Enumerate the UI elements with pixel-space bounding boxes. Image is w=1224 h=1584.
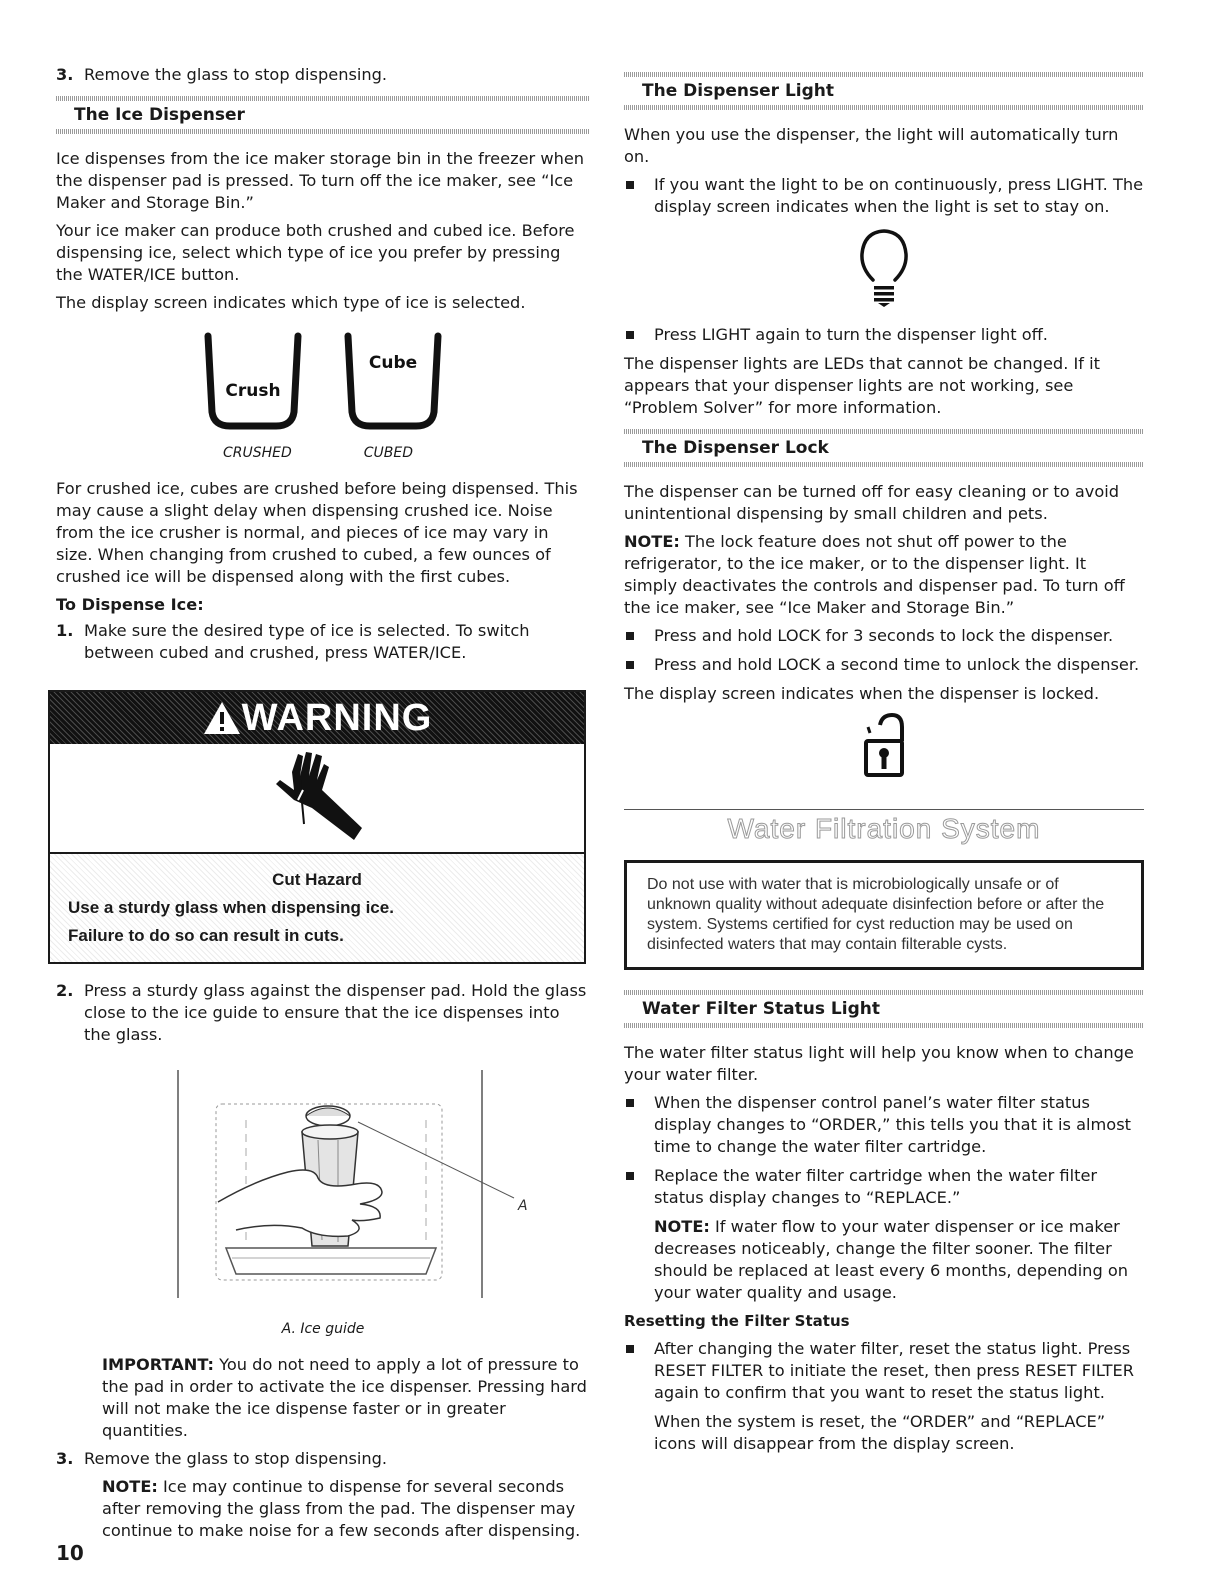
section-header-filter-status — [624, 990, 1144, 1028]
hand-cut-icon — [262, 750, 372, 846]
warning-line-1: Use a sturdy glass when dispensing ice. — [68, 898, 394, 917]
paragraph: The display screen indicates which type of ice is selected. — [56, 293, 526, 312]
list-item: After changing the water filter, reset the status light. Press RESET FILTER to initiate the reset, then press RESET FILTER again to confirm that you want to reset the status light. — [624, 1338, 1144, 1404]
right-column — [624, 64, 1144, 1461]
paragraph: The dispenser lights are LEDs that cannot be changed. If it appears that your dispenser lights are not working, see “Problem Solver” for more information. — [624, 354, 1100, 417]
ice-guide-figure — [56, 1060, 590, 1310]
page-number: 10 — [56, 1541, 84, 1565]
crush-label: Crush — [225, 381, 281, 401]
unlock-icon — [860, 711, 908, 781]
warning-title: WARNING — [241, 697, 433, 739]
list-item: Press and hold LOCK for 3 seconds to lock the dispenser. — [624, 625, 1144, 647]
list-item: If you want the light to be on continuously, press LIGHT. The display screen indicates when the light is set to stay on. — [624, 174, 1144, 218]
list-item: Replace the water filter cartridge when the water filter status display changes to “REPLACE.” — [624, 1165, 1144, 1209]
warning-triangle-icon — [202, 700, 242, 736]
note-step-3: NOTE: Ice may continue to dispense for several seconds after removing the glass from the pad. The dispenser may continue to make noise for a few seconds after dispensing. — [102, 1477, 581, 1540]
filter-bullets — [624, 1092, 1144, 1209]
water-filtration-notice: Do not use with water that is microbiologically unsafe or of unknown quality without adequate disinfection before or after the system. Systems certified for cyst reduction may be used on disinfected waters that may contain filterable cysts. — [624, 860, 1144, 970]
list-item: Press and hold LOCK a second time to unlock the dispenser. — [624, 654, 1144, 676]
warning-banner — [50, 692, 584, 744]
step-3: 3. Remove the glass to stop dispensing. — [56, 1449, 388, 1468]
section-header-dispenser-light — [624, 72, 1144, 110]
light-bulb-icon — [859, 228, 909, 308]
section-title: Water Filter Status Light — [642, 999, 880, 1019]
ice-type-captions — [56, 442, 590, 464]
light-bullets-2 — [624, 324, 1144, 346]
paragraph: For crushed ice, cubes are crushed before being dispensed. This may cause a slight delay when dispensing crushed ice. Noise from the ice crusher is normal, and pieces of ice may vary in size. When changing from crushed to cubed, a few ounces of crushed ice will be dispensed along with the first cubes. — [56, 479, 578, 586]
section-title: The Dispenser Light — [642, 81, 835, 101]
ice-type-icons — [56, 328, 590, 438]
section-header-ice-dispenser — [56, 96, 590, 134]
lock-icon-wrap — [624, 711, 1144, 787]
light-icon-wrap — [624, 228, 1144, 314]
figure-caption: A. Ice guide — [281, 1321, 365, 1337]
reset-bullets — [624, 1338, 1144, 1404]
paragraph: Your ice maker can produce both crushed and cubed ice. Before dispensing ice, select which type of ice you prefer by pressing the WATER/ICE button. — [56, 221, 575, 284]
crushed-cup-icon — [198, 328, 308, 438]
section-title: The Ice Dispenser — [74, 105, 245, 125]
paragraph: Ice dispenses from the ice maker storage bin in the freezer when the dispenser pad is pressed. To turn off the ice maker, see “Ice Maker and Storage Bin.” — [56, 149, 585, 212]
important-note: IMPORTANT: You do not need to apply a lot of pressure to the pad in order to activate the ice dispenser. Pressing hard will not make the ice dispense faster or in greater quantities. — [102, 1355, 587, 1440]
step-3-top: 3. Remove the glass to stop dispensing. — [56, 65, 388, 84]
divider — [624, 809, 1144, 810]
cubed-cup-icon — [338, 328, 448, 438]
step-2: 2. Press a sturdy glass against the dispenser pad. Hold the glass close to the ice guide to ensure that the ice dispenses into the glass. — [56, 981, 587, 1044]
warning-line-2: Failure to do so can result in cuts. — [68, 926, 344, 945]
reset-heading: Resetting the Filter Status — [624, 1312, 850, 1330]
section-title: The Dispenser Lock — [642, 438, 829, 458]
light-bullets — [624, 174, 1144, 218]
paragraph: The display screen indicates when the dispenser is locked. — [624, 684, 1100, 703]
cut-hazard-graphic — [50, 744, 584, 854]
caption-cubed: CUBED — [363, 445, 414, 461]
lock-note: NOTE: The lock feature does not shut off power to the refrigerator, to the ice maker, or to the dispenser light. It simply deactivates the controls and dispenser pad. To turn off the ice maker, see “Ice Maker and Storage Bin.” — [624, 532, 1125, 617]
dispenser-illustration — [56, 1060, 590, 1310]
hazard-label: Cut Hazard — [272, 870, 362, 889]
caption-crushed: CRUSHED — [222, 445, 292, 461]
left-column — [56, 64, 590, 1548]
paragraph: The water filter status light will help you know when to change your water filter. — [624, 1043, 1134, 1084]
cube-label: Cube — [368, 353, 418, 373]
list-item: When the dispenser control panel’s water filter status display changes to “ORDER,” this tells you that it is almost time to change the water filter cartridge. — [624, 1092, 1144, 1158]
list-item: Press LIGHT again to turn the dispenser light off. — [624, 324, 1144, 346]
to-dispense-heading: To Dispense Ice: — [56, 595, 204, 614]
lock-bullets — [624, 625, 1144, 676]
warning-text — [50, 854, 584, 962]
section-header-dispenser-lock — [624, 429, 1144, 467]
water-filtration-title: Water Filtration System — [727, 813, 1041, 844]
warning-box — [48, 690, 586, 964]
callout-a: A — [518, 1198, 528, 1214]
filter-note: NOTE: If water flow to your water dispenser or ice maker decreases noticeably, change the filter sooner. The filter should be replaced at least every 6 months, depending on your water quality and usage. — [654, 1217, 1129, 1302]
paragraph: When you use the dispenser, the light will automatically turn on. — [624, 125, 1119, 166]
paragraph: When the system is reset, the “ORDER” and “REPLACE” icons will disappear from the display screen. — [654, 1412, 1106, 1453]
paragraph: The dispenser can be turned off for easy cleaning or to avoid unintentional dispensing by small children and pets. — [624, 482, 1119, 523]
step-1: 1. Make sure the desired type of ice is selected. To switch between cubed and crushed, press WATER/ICE. — [56, 621, 530, 662]
